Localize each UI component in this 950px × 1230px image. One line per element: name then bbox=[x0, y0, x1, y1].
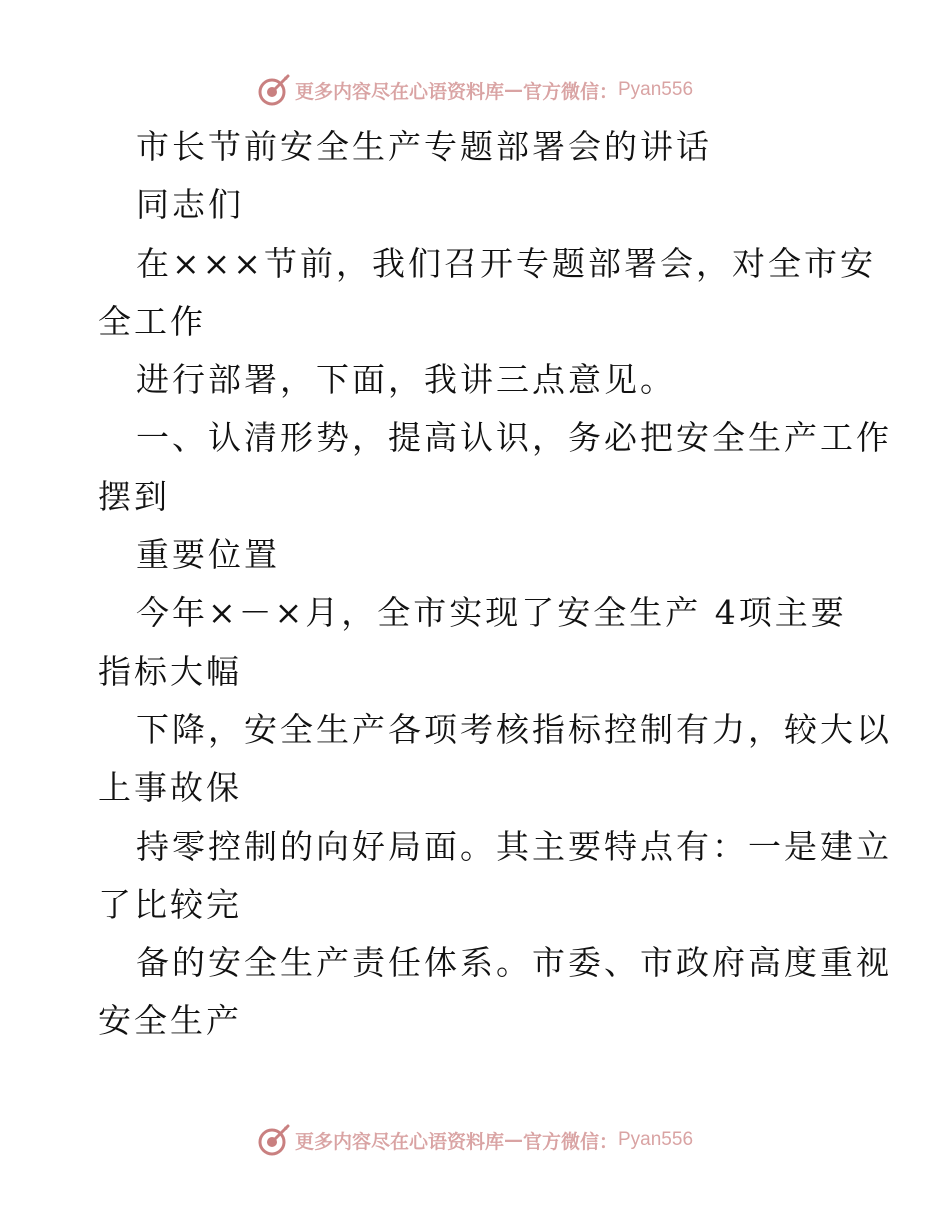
text-line: 全工作 bbox=[98, 301, 206, 341]
watermark-wechat-id: Pyan556 bbox=[618, 1129, 694, 1150]
watermark-wechat-label: 官方微信： bbox=[522, 80, 618, 103]
text-line: 在×××节前，我们召开专题部署会，对全市安 bbox=[136, 243, 876, 283]
footer-watermark bbox=[0, 1120, 950, 1160]
header-watermark bbox=[0, 70, 950, 110]
section-heading-cont: 重要位置 bbox=[136, 535, 280, 575]
pen-logo-icon bbox=[257, 1123, 291, 1157]
text-line: 了比较完 bbox=[98, 884, 242, 924]
text-line: 进行部署，下面，我讲三点意见。 bbox=[136, 360, 676, 400]
pen-logo-icon bbox=[257, 73, 291, 107]
text-line: 安全生产 bbox=[98, 1001, 242, 1041]
text-line: 上事故保 bbox=[98, 768, 242, 808]
section-heading-cont: 摆到 bbox=[98, 476, 170, 516]
text-line: 指标大幅 bbox=[98, 651, 242, 691]
text-line: 同志们 bbox=[136, 185, 244, 225]
watermark-wechat-label: 官方微信： bbox=[522, 1130, 618, 1153]
watermark-wechat-id: Pyan556 bbox=[618, 79, 694, 100]
watermark-brand: 更多内容尽在心语资料库 bbox=[294, 80, 504, 103]
document-title: 市长节前安全生产专题部署会的讲话 bbox=[136, 127, 712, 166]
watermark-separator: — bbox=[503, 79, 523, 101]
text-line: 今年×－×月，全市实现了安全生产 4项主要 bbox=[136, 593, 847, 633]
text-line: 下降，安全生产各项考核指标控制有力，较大以 bbox=[136, 709, 892, 749]
text-line: 持零控制的向好局面。其主要特点有：一是建立 bbox=[136, 826, 892, 866]
document-body bbox=[98, 118, 892, 1051]
watermark-separator: — bbox=[503, 1129, 523, 1151]
text-line: 备的安全生产责任体系。市委、市政府高度重视 bbox=[136, 943, 892, 983]
watermark-brand: 更多内容尽在心语资料库 bbox=[294, 1130, 504, 1153]
section-heading: 一、认清形势，提高认识，务必把安全生产工作 bbox=[136, 418, 892, 458]
